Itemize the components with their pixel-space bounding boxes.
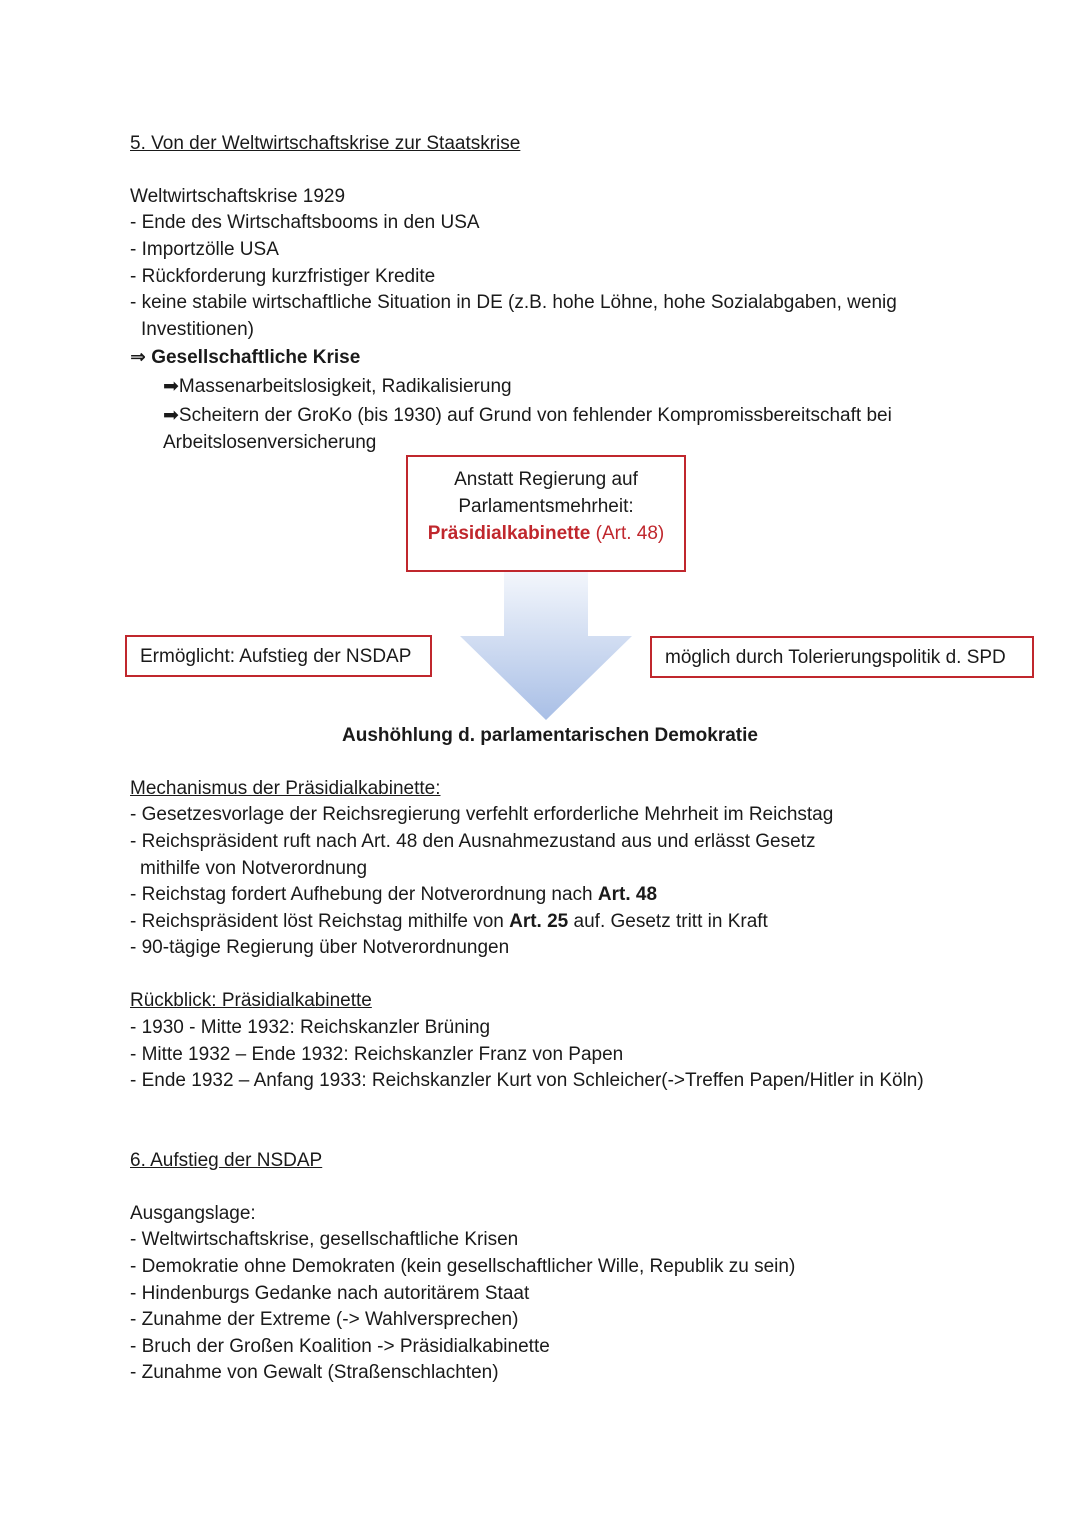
section5-title: 5. Von der Weltwirtschaftskrise zur Staatskrise	[130, 133, 521, 154]
box-suffix: (Art. 48)	[590, 523, 665, 544]
review-line: - Ende 1932 – Anfang 1933: Reichskanzler Kurt von Schleicher(->Treffen Papen/Hitler in Köln)	[130, 1070, 924, 1091]
consequence-line	[163, 403, 892, 429]
situation-line: - Demokratie ohne Demokraten (kein gesellschaftlicher Wille, Republik zu sein)	[130, 1256, 796, 1277]
consequence-text: Scheitern der GroKo (bis 1930) auf Grund von fehlender Kompromissbereitschaft bei	[178, 405, 892, 426]
bullet-line: - Importzölle USA	[130, 239, 279, 260]
right-arrow-icon: ➡	[163, 376, 179, 397]
nsdap-rise-box	[125, 635, 432, 677]
down-arrow-icon	[460, 570, 632, 722]
bullet-line-continued: Investitionen)	[141, 319, 255, 340]
mechanism-line: - Gesetzesvorlage der Reichsregierung verfehlt erforderliche Mehrheit im Reichstag	[130, 804, 834, 825]
right-arrow-icon: ➡	[163, 405, 179, 426]
mechanism-title: Mechanismus der Präsidialkabinette:	[130, 778, 441, 799]
box-line: Anstatt Regierung auf	[454, 469, 638, 490]
situation-line: - Zunahme der Extreme (-> Wahlversprechen)	[130, 1309, 519, 1330]
article-reference: Art. 25	[509, 911, 569, 932]
situation-line: - Bruch der Großen Koalition -> Präsidialkabinette	[130, 1336, 550, 1357]
section5-intro: Weltwirtschaftskrise 1929	[130, 186, 346, 207]
bullet-line: - Rückforderung kurzfristiger Kredite	[130, 266, 436, 287]
mechanism-line-continued: mithilfe von Notverordnung	[140, 858, 368, 879]
situation-line: - Zunahme von Gewalt (Straßenschlachten)	[130, 1362, 499, 1383]
spd-toleration-text: möglich durch Tolerierungspolitik d. SPD	[665, 647, 1006, 668]
box-highlight: Präsidialkabinette	[427, 523, 591, 544]
crisis-line	[130, 345, 360, 371]
situation-line: - Weltwirtschaftskrise, gesellschaftliche Krisen	[130, 1229, 519, 1250]
consequence-line	[163, 374, 512, 400]
box-line: Parlamentsmehrheit:	[458, 496, 634, 517]
mechanism-line: - 90-tägige Regierung über Notverordnungen	[130, 937, 510, 958]
consequence-text-continued: Arbeitslosenversicherung	[163, 432, 377, 453]
review-line: - Mitte 1932 – Ende 1932: Reichskanzler Franz von Papen	[130, 1044, 624, 1065]
bullet-line: - keine stabile wirtschaftliche Situation in DE (z.B. hohe Löhne, hohe Sozialabgaben, wenig	[130, 292, 897, 313]
diagram-result: Aushöhlung d. parlamentarischen Demokratie	[342, 725, 758, 746]
implies-icon: ⇒	[130, 347, 146, 368]
review-line: - 1930 - Mitte 1932: Reichskanzler Brüning	[130, 1017, 491, 1038]
box-highlight-line	[408, 520, 684, 547]
review-title: Rückblick: Präsidialkabinette	[130, 990, 372, 1011]
nsdap-rise-text: Ermöglicht: Aufstieg der NSDAP	[140, 646, 412, 667]
mechanism-text: auf. Gesetz tritt in Kraft	[568, 911, 768, 932]
consequence-text: Massenarbeitslosigkeit, Radikalisierung	[178, 376, 512, 397]
crisis-label: Gesellschaftliche Krise	[151, 347, 361, 368]
situation-line: - Hindenburgs Gedanke nach autoritärem Staat	[130, 1283, 530, 1304]
mechanism-line	[130, 882, 657, 908]
article-reference: Art. 48	[597, 884, 658, 905]
section6-title: 6. Aufstieg der NSDAP	[130, 1150, 323, 1171]
section6-intro: Ausgangslage:	[130, 1203, 256, 1224]
bullet-line: - Ende des Wirtschaftsbooms in den USA	[130, 212, 480, 233]
mechanism-line: - Reichspräsident ruft nach Art. 48 den Ausnahmezustand aus und erlässt Gesetz	[130, 831, 816, 852]
mechanism-text: - Reichspräsident löst Reichstag mithilfe von	[130, 911, 510, 932]
mechanism-line	[130, 909, 768, 935]
spd-toleration-box	[650, 636, 1034, 678]
mechanism-text: - Reichstag fordert Aufhebung der Notverordnung nach	[130, 884, 598, 905]
presidential-cabinet-box	[406, 455, 686, 572]
